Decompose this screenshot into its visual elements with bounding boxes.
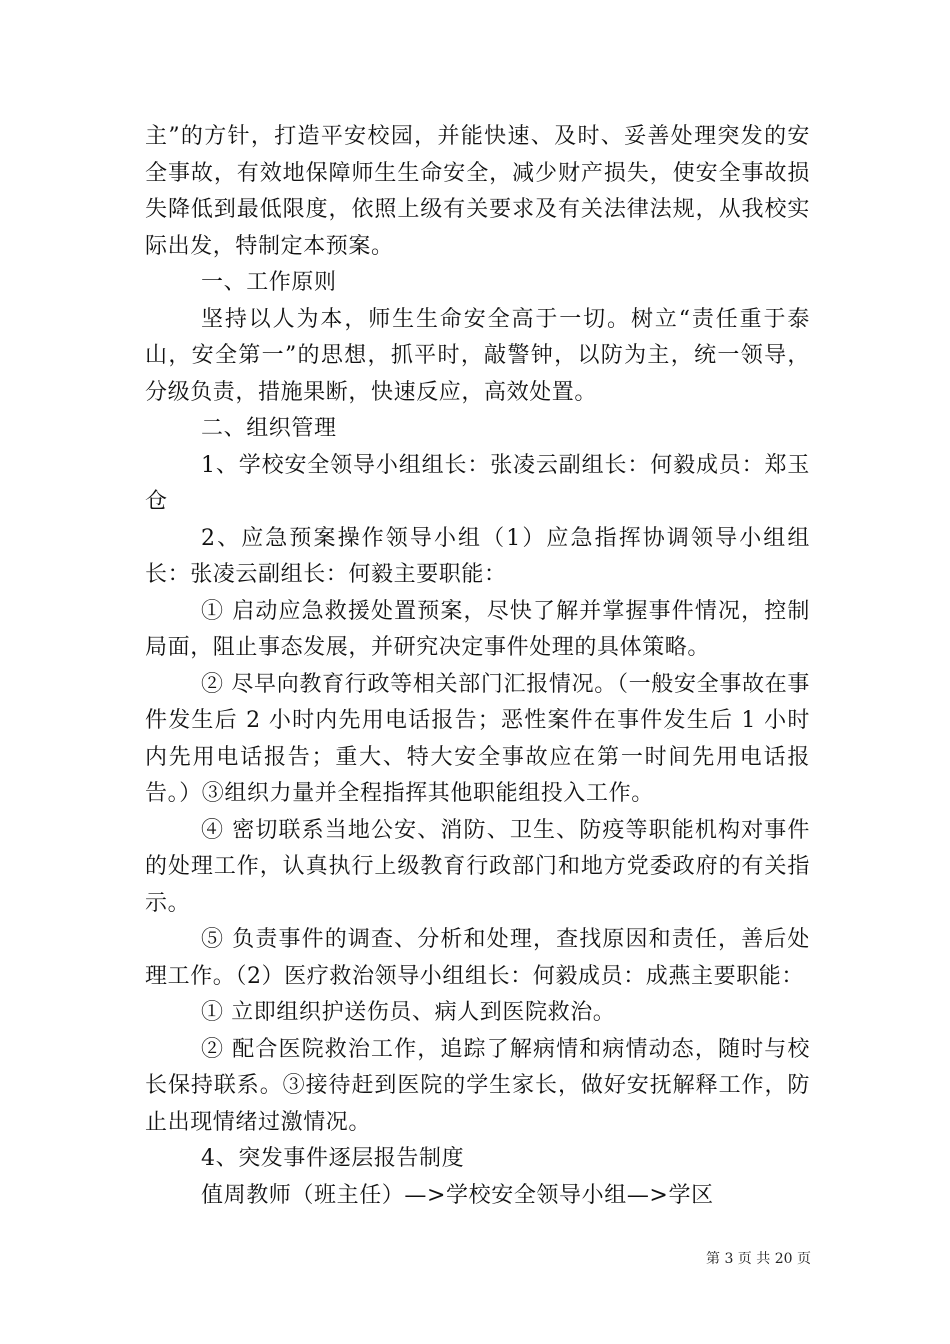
list-item-medical-2: ② 配合医院救治工作，追踪了解病情和病情动态，随时与校长保持联系。③接待赶到医院的学生家长，做好安抚解释工作，防止出现情绪过激情况。 [145,1036,810,1135]
list-item-medical-1: ① 立即组织护送伤员、病人到医院救治。 [201,1000,616,1025]
list-item-duty-1: ① 启动应急救援处置预案，尽快了解并掌握事件情况，控制局面，阻止事态发展，并研究决定事件处理的具体策略。 [145,598,810,660]
page-number-footer: 第 3 页 共 20 页 [706,1251,811,1267]
heading-organization: 二、组织管理 [201,416,337,441]
paragraph-principles: 坚持以人为本，师生生命安全高于一切。树立“责任重于泰山，安全第一”的思想，抓平时，敲警钟，以防为主，统一领导，分级负责，措施果断，快速反应，高效处置。 [145,306,810,405]
paragraph-emergency-group: 2、应急预案操作领导小组（1）应急指挥协调领导小组组长：张凌云副组长：何毅主要职能： [145,525,810,587]
document-body [145,119,810,1214]
list-item-duty-2: ② 尽早向教育行政等相关部门汇报情况。（一般安全事故在事件发生后 2 小时内先用电话报告；恶性案件在事件发生后 1 小时内先用电话报告；重大、特大安全事故应在第一时间先用电话报告。）③组织力量并全程指挥其他职能组投入工作。 [145,671,810,806]
heading-work-principles: 一、工作原则 [201,270,337,295]
paragraph-reporting-chain: 值周教师（班主任）—>学校安全领导小组—>学区 [201,1182,714,1208]
list-item-duty-5: ⑤ 负责事件的调查、分析和处理，查找原因和责任，善后处理工作。（2）医疗救治领导小组组长：何毅成员：成燕主要职能： [145,927,810,989]
paragraph-intro-continuation: 主”的方针，打造平安校园，并能快速、及时、妥善处理突发的安全事故，有效地保障师生生命安全，减少财产损失，使安全事故损失降低到最低限度，依照上级有关要求及有关法律法规，从我校实际出发，特制定本预案。 [145,124,810,259]
paragraph-safety-group: 1、学校安全领导小组组长：张凌云副组长：何毅成员：郑玉仓 [145,452,810,514]
heading-reporting-system: 4、突发事件逐层报告制度 [201,1146,465,1171]
list-item-duty-4: ④ 密切联系当地公安、消防、卫生、防疫等职能机构对事件的处理工作，认真执行上级教育行政部门和地方党委政府的有关指示。 [145,817,810,916]
